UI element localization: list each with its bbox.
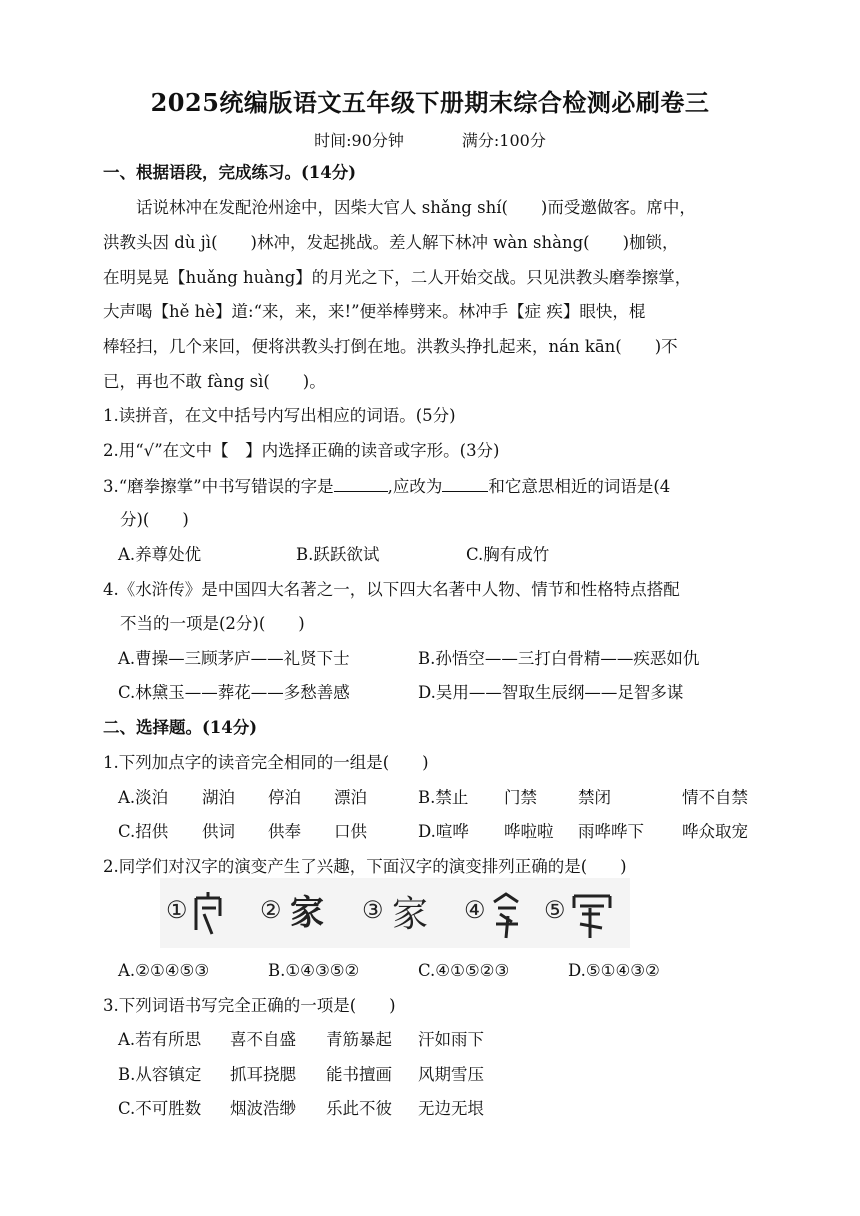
s2q1-option-c-word-2: 供词 xyxy=(202,822,235,841)
s2q1-option-b-word-2: 门禁 xyxy=(504,788,537,807)
s2q3-option-b-word-4: 风期雪压 xyxy=(418,1065,484,1084)
s2q3-option-c-word-4: 无边无垠 xyxy=(418,1099,484,1118)
s2q3-option-b-word-2: 抓耳挠腮 xyxy=(230,1065,296,1084)
s2q3-option-b-word-3: 能书擅画 xyxy=(326,1065,392,1084)
s2q2-option-b[interactable]: B.①④③⑤② xyxy=(268,961,360,980)
s2q3-option-a-word-3: 青筋暴起 xyxy=(326,1030,392,1049)
s2q3-option-a-word-2: 喜不自盛 xyxy=(230,1030,296,1049)
s2q1-option-d-word-1[interactable]: D.喧哗 xyxy=(418,822,469,841)
page-title: 2025统编版语文五年级下册期末综合检测必刷卷三 xyxy=(150,88,710,117)
s2q1-option-c-word-4: 口供 xyxy=(334,822,367,841)
q3-text-a: 3.“磨拳擦掌”中书写错误的字是 xyxy=(103,477,334,496)
q3-option-b[interactable]: B.跃跃欲试 xyxy=(296,545,380,564)
exam-meta xyxy=(0,128,860,151)
character-evolution-image xyxy=(160,878,630,948)
s2q1-option-c-word-1[interactable]: C.招供 xyxy=(118,822,169,841)
q4-option-a[interactable]: A.曹操—三顾茅庐——礼贤下士 xyxy=(118,649,350,668)
answer-blank-1[interactable] xyxy=(334,475,388,492)
s2q1-option-c-word-3: 供奉 xyxy=(268,822,301,841)
s1-question-4-cont: 不当的一项是(2分)( ) xyxy=(120,614,305,633)
s2q3-option-a-word-4: 汗如雨下 xyxy=(418,1030,484,1049)
s2-question-2: 2.同学们对汉字的演变产生了兴趣，下面汉字的演变排列正确的是( ) xyxy=(103,857,627,876)
q3-text-c: 和它意思相近的词语是(4 xyxy=(488,477,671,496)
passage-line-6: 已，再也不敢 fàng sì( )。 xyxy=(103,372,326,391)
s2q3-option-c-word-3: 乐此不彼 xyxy=(326,1099,392,1118)
passage-line-4: 大声喝【hě hè】道:“来，来，来!”便举棒劈来。林冲手【症 疾】眼快，棍 xyxy=(103,302,646,321)
q3-option-a[interactable]: A.养尊处优 xyxy=(118,545,202,564)
time-limit: 时间:90分钟 xyxy=(314,131,404,150)
evo-num-2: ② xyxy=(260,896,282,924)
s2q3-option-a-word-1[interactable]: A.若有所思 xyxy=(118,1030,202,1049)
s1-question-2: 2.用“√”在文中【 】内选择正确的读音或字形。(3分) xyxy=(103,441,500,460)
evo-num-5: ⑤ xyxy=(544,896,566,924)
q4-option-b[interactable]: B.孙悟空——三打白骨精——疾恶如仇 xyxy=(418,649,700,668)
evo-char-2: 家 xyxy=(290,893,324,933)
s2q2-option-a[interactable]: A.②①④⑤③ xyxy=(118,961,210,980)
full-score: 满分:100分 xyxy=(461,131,546,150)
passage-line-1: 话说林冲在发配沧州途中，因柴大官人 shǎng shí( )而受邀做客。席中， xyxy=(136,198,696,217)
q4-option-c[interactable]: C.林黛玉——葬花——多愁善感 xyxy=(118,683,350,702)
s2q2-option-c[interactable]: C.④①⑤②③ xyxy=(418,961,510,980)
s2q3-option-c-word-1[interactable]: C.不可胜数 xyxy=(118,1099,202,1118)
s2q3-option-b-word-1[interactable]: B.从容镇定 xyxy=(118,1065,202,1084)
evo-char-3: 家 xyxy=(392,894,429,935)
s2q1-option-b-word-4: 情不自禁 xyxy=(682,788,748,807)
s1-question-4: 4.《水浒传》是中国四大名著之一，以下四大名著中人物、情节和性格特点搭配 xyxy=(103,580,680,599)
section1-heading: 一、根据语段，完成练习。(14分) xyxy=(103,163,357,182)
s2q1-option-a-word-4: 漂泊 xyxy=(334,788,367,807)
s1-question-3-cont: 分)( ) xyxy=(120,510,189,529)
s2q2-option-d[interactable]: D.⑤①④③② xyxy=(568,961,660,980)
q4-option-d[interactable]: D.吴用——智取生辰纲——足智多谋 xyxy=(418,683,684,702)
s2q1-option-d-word-3: 雨哗哗下 xyxy=(578,822,644,841)
s2q1-option-a-word-3: 停泊 xyxy=(268,788,301,807)
s2-question-1: 1.下列加点字的读音完全相同的一组是( ) xyxy=(103,753,429,772)
s2q1-option-a-word-2: 湖泊 xyxy=(202,788,235,807)
s2q1-option-b-word-1[interactable]: B.禁止 xyxy=(418,788,469,807)
s2q1-option-a-word-1[interactable]: A.淡泊 xyxy=(118,788,169,807)
answer-blank-2[interactable] xyxy=(442,475,488,492)
s2q1-option-d-word-4: 哗众取宠 xyxy=(682,822,748,841)
q3-option-c[interactable]: C.胸有成竹 xyxy=(466,545,550,564)
evo-num-3: ③ xyxy=(362,896,384,924)
section2-heading: 二、选择题。(14分) xyxy=(103,718,258,737)
s2-question-3: 3.下列词语书写完全正确的一项是( ) xyxy=(103,996,396,1015)
s2q1-option-d-word-2: 哗啦啦 xyxy=(504,822,554,841)
s1-question-1: 1.读拼音，在文中括号内写出相应的词语。(5分) xyxy=(103,406,456,425)
passage-line-5: 棒轻扫，几个来回，便将洪教头打倒在地。洪教头挣扎起来，nán kān( )不 xyxy=(103,337,678,356)
passage-line-2: 洪教头因 dù jì( )林冲，发起挑战。差人解下林冲 wàn shàng( )枷锁， xyxy=(103,233,679,252)
evo-num-4: ④ xyxy=(464,896,486,924)
q3-text-b: ,应改为 xyxy=(387,477,443,496)
s2q3-option-c-word-2: 烟波浩缈 xyxy=(230,1099,296,1118)
s2q1-option-b-word-3: 禁闭 xyxy=(578,788,611,807)
evo-num-1: ① xyxy=(166,896,188,924)
passage-line-3: 在明晃晃【huǎng huàng】的月光之下，二人开始交战。只见洪教头磨拳擦掌， xyxy=(103,268,692,287)
s1-question-3 xyxy=(103,475,670,498)
